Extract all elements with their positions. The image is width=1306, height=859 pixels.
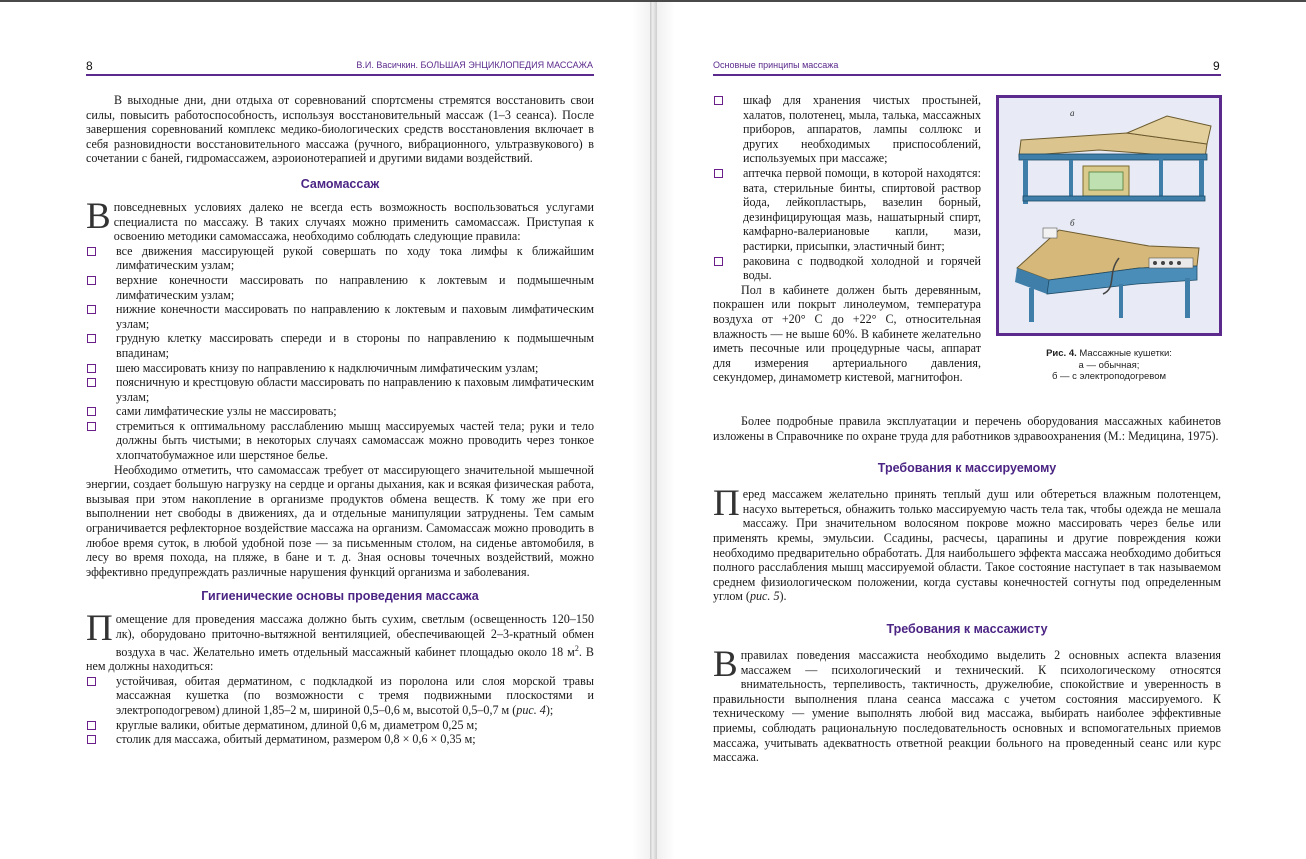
floor-paragraph: Пол в кабинете должен быть деревянным, покрашен или покрыт линолеумом, температура воздуха от +20° С до +22° С, относительная влажность — не выше 60%. В кабинете желательно иметь песочные или процедурные часы, аппарат для измерения артериального давления, секундомер, динамометр кистевой, магнитофон. <box>713 282 981 385</box>
figure-caption: Рис. 4. Массажные кушетки: а — обычная; б — с электроподогревом <box>1046 348 1172 382</box>
list-item: раковина с подводкой холодной и горячей воды. <box>713 254 981 283</box>
left-running-head: В.И. Васичкин. БОЛЬШАЯ ЭНЦИКЛОПЕДИЯ МАССАЖА <box>356 60 593 70</box>
list-item: сами лимфатические узлы не массировать; <box>86 404 594 419</box>
page-shadow <box>657 2 675 859</box>
figure-massage-tables <box>996 95 1222 336</box>
list-item: шкаф для хранения чистых простыней, халатов, полотенец, мыла, талька, массажных приборов, аппаратов, лампы соллюкс и других необходимых приспособлений, используемых при массаже; <box>713 93 981 166</box>
list-item: стремиться к оптимальному расслаблению мышц массируемых частей тела; руки и тело должны быть чистыми; в некоторых случаях самомассаж можно проводить через тонкое хлопчатобумажное или шерстяное белье. <box>86 419 594 463</box>
hygiene-lead: Помещение для проведения массажа должно быть сухим, светлым (освещенность 120–150 лк), оборудовано приточно-вытяжной вентиляцией, обеспечивающей 2–3-кратный обмен воздуха в час. Желательно иметь отдельный массажный кабинет площадью около 18 $м^2$. В нем должны находиться: <box>86 608 594 674</box>
heading-client: Требования к массируемому <box>877 461 1057 476</box>
right-narrow-column <box>713 93 981 385</box>
rules-paragraph: Более подробные правила эксплуатации и перечень оборудования массажных кабинетов изложены в Справочнике по охране труда для работников здравоохранения (М.: Медицина, 1975). <box>713 414 1221 443</box>
drop-cap: В <box>713 643 738 685</box>
massage-table-illustration <box>999 98 1219 333</box>
right-wide-column <box>713 414 1221 765</box>
list-item: шею массировать книзу по направлению к надключичным лимфатическим узлам; <box>86 361 594 376</box>
heading-hygiene: Гигиенические основы проведения массажа <box>201 589 479 604</box>
book-gutter <box>650 2 657 859</box>
list-item: круглые валики, обитые дерматином, длиной 0,6 м, диаметром 0,25 м; <box>86 718 594 733</box>
drop-cap: В <box>86 195 111 237</box>
drop-cap: П <box>86 608 113 650</box>
left-page-number: 8 <box>86 59 93 73</box>
right-page-number: 9 <box>1213 59 1220 73</box>
list-item: устойчивая, обитая дерматином, с подкладкой из поролона или слоя морской травы массажная кушетка (по возможности с тремя подвижными плоскостями и электроподогревом) длиной 1,85–2 м, шириной 0,5–0,6 м, высотой 0,5–0,7 м (рис. 4); <box>86 674 594 718</box>
page-shadow <box>632 2 650 859</box>
list-item: все движения массирующей рукой совершать по ходу тока лимфы к ближайшим лимфатическим узлам; <box>86 244 594 273</box>
left-header-rule <box>86 74 594 76</box>
list-item: грудную клетку массировать спереди и в стороны по направлению к подмышечным впадинам; <box>86 331 594 360</box>
figure-label-b: б <box>1070 218 1075 228</box>
heading-self-massage: Самомассаж <box>300 176 380 191</box>
right-running-head: Основные принципы массажа <box>713 60 839 70</box>
list-item: аптечка первой помощи, в которой находятся: вата, стерильные бинты, спиртовой раствор йода, лейкопластырь, вазелин борный, дезинфицирующая мазь, нашатырный спирт, камфарно-валериановые капли, мази, растирки, присыпки, эластичный бинт; <box>713 166 981 254</box>
self-massage-rules <box>86 244 594 463</box>
right-header-rule <box>713 74 1221 76</box>
list-item: поясничную и крестцовую области массировать по направлению к паховым лимфатическим узлам; <box>86 375 594 404</box>
client-paragraph: Перед массажем желательно принять теплый душ или обтереться влажным полотенцем, насухо вытереться, обнажить только массируемую часть тела так, чтобы одежда не мешала массажу. При значительном волосяном покрове можно массировать через белье или применять кремы, эмульсии. Ссадины, расчесы, царапины и другие повреждения кожи необходимо предварительно обработать. Для наибольшего эффекта массажа необходимо добиться полного расслабления мышц массируемой области. Такое состояние наступает в так называемом среднем физиологическом положении, когда суставы конечностей согнуты под определенным углом (рис. 5). <box>713 483 1221 604</box>
therapist-paragraph: Вправилах поведения массажиста необходимо выделить 2 основных аспекта влазения массажем — психологический и технический. К психологическому относятся внимательность, терпеливость, тактичность, дружелюбие, спокойствие и уверенность в правильности выполнения плана сеанса массажа с учетом состояния массируемого. К техническому — умение выполнять любой вид массажа, выбирать наиболее эффективные приемы, соблюдать рациональную последовательность основных и вспомогательных приемов массажа, учитывать адекватность ответной реакции больного на проведенный сеанс или курс массажа. <box>713 643 1221 765</box>
list-item: верхние конечности массировать по направлению к локтевым и подмышечным лимфатическим узлам; <box>86 273 594 302</box>
hygiene-items <box>86 674 594 747</box>
equipment-list <box>713 93 981 283</box>
figure-reference: рис. 4 <box>516 703 546 717</box>
self-massage-paragraph: Необходимо отметить, что самомассаж требует от массирующего значительной мышечной энергии, создает большую нагрузку на сердце и органы дыхания, как и всякая физическая работа, вызывая при этом накопление в организме продуктов обмена веществ. К тому же при его выполнении нет свободы в движениях, да и отдельные манипуляции затруднены. Тем самым ограничивается рефлекторное воздействие массажа на организм. Самомассаж можно проводить в любое время суток, в любой удобной позе — за письменным столом, на сиденье автомобиля, в лесу во время похода, на пляже, в бане и т. д. Зная основы точечных воздействий, можно эффективно предупреждать различные нарушения функций организма и заболевания. <box>86 462 594 579</box>
drop-cap: П <box>713 483 740 525</box>
intro-paragraph: В выходные дни, дни отдыха от соревнований спортсмены стремятся восстановить свои силы, повысить работоспособность, используя восстановительный массаж (1–3 сеанса). После завершения соревнований комплекс медико-биологических средств восстановления включает в себя разновидности восстановительного массажа (ручного, вибрационного, ультразвукового) в сочетании с баней, гидромассажем, аэроионотерапией и другими видами воздействий. <box>86 93 594 166</box>
list-item: нижние конечности массировать по направлению к локтевым и паховым лимфатическим узлам; <box>86 302 594 331</box>
heading-therapist: Требования к массажисту <box>886 621 1048 636</box>
self-massage-lead: Вповседневных условиях далеко не всегда есть возможность воспользоваться услугами специалиста по массажу. В таких случаях можно применить самомассаж. Приступая к освоению методики самомассажа, необходимо соблюдать следующие правила: <box>86 195 594 244</box>
figure-label-a: а <box>1070 108 1075 118</box>
figure-reference: рис. 5 <box>749 589 780 604</box>
list-item: столик для массажа, обитый дерматином, размером 0,8 × 0,6 × 0,35 м; <box>86 732 594 747</box>
left-column <box>86 93 594 747</box>
